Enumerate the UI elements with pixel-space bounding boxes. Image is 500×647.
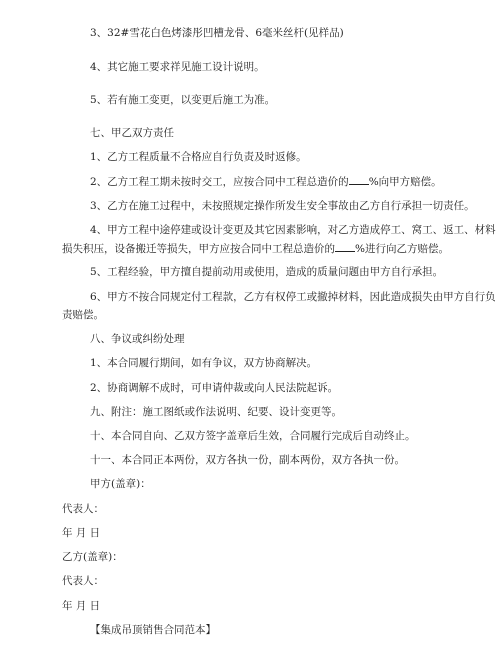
party-b-seal: 乙方(盖章)： [62, 551, 123, 563]
party-a-date: 年 月 日 [62, 527, 101, 539]
clause-7-2-text: 2、乙方工程工期未按时交工，应按合同中工程总造价的 [90, 176, 349, 188]
clause-8-2: 2、协商调解不成时，可申请仲裁或向人民法院起诉。 [90, 382, 339, 394]
section-7-heading: 七、甲乙双方责任 [90, 127, 174, 139]
clause-7-4-tail: %进行向乙方赔偿。 [355, 243, 449, 255]
clause-7-4: 4、甲方工程中途停建或设计变更及其它因素影响，对乙方造成停工、窝工、返工、材料 [90, 224, 496, 236]
item-4-requirements: 4、其它施工要求祥见施工设计说明。 [90, 61, 265, 73]
clause-7-1: 1、乙方工程质量不合格应自行负责及时返修。 [90, 151, 307, 163]
blank-underline [349, 174, 369, 185]
clause-7-6-cont: 责赔偿。 [62, 309, 104, 321]
section-11: 十一、本合同正本两份，双方各执一份，副本两份，双方各执一份。 [90, 454, 405, 466]
item-3-material: 3、32#雪花白色烤漆彤凹槽龙骨、6毫米丝杆(见样品) [90, 27, 344, 39]
party-a-representative: 代表人： [62, 503, 104, 515]
clause-7-2 [90, 174, 442, 189]
clause-7-4-cont-text: 损失积压，设备搬迁等损失，甲方应按合同中工程总造价的 [62, 243, 335, 255]
party-b-representative: 代表人： [62, 575, 104, 587]
clause-7-2-tail: %向甲方赔偿。 [368, 176, 442, 188]
document-footer-title: 【集成吊顶销售合同范本】 [90, 624, 216, 636]
item-5-changes: 5、若有施工变更，以变更后施工为准。 [90, 94, 276, 106]
blank-underline [335, 241, 355, 252]
section-9-note: 九、附注：施工图纸或作法说明、纪要、设计变更等。 [90, 406, 342, 418]
clause-8-1: 1、本合同履行期间，如有争议，双方协商解决。 [90, 357, 318, 369]
party-b-date: 年 月 日 [62, 600, 101, 612]
clause-7-6: 6、甲方不按合同规定付工程款，乙方有权停工或撤掉材料，因此造成损失由甲方自行负 [90, 291, 496, 303]
section-8-heading: 八、争议或纠纷处理 [90, 333, 185, 345]
clause-7-4-cont [62, 241, 449, 256]
section-10: 十、本合同自向、乙双方签字盖章后生效，合同履行完成后自动终止。 [90, 430, 416, 442]
party-a-seal: 甲方(盖章)： [90, 478, 151, 490]
clause-7-5: 5、工程经验，甲方擅自提前动用或使用，造成的质量问题由甲方自行承担。 [90, 266, 444, 278]
clause-7-3: 3、乙方在施工过程中，未按照规定操作所发生安全事故由乙方自行承担一切责任。 [90, 200, 475, 212]
